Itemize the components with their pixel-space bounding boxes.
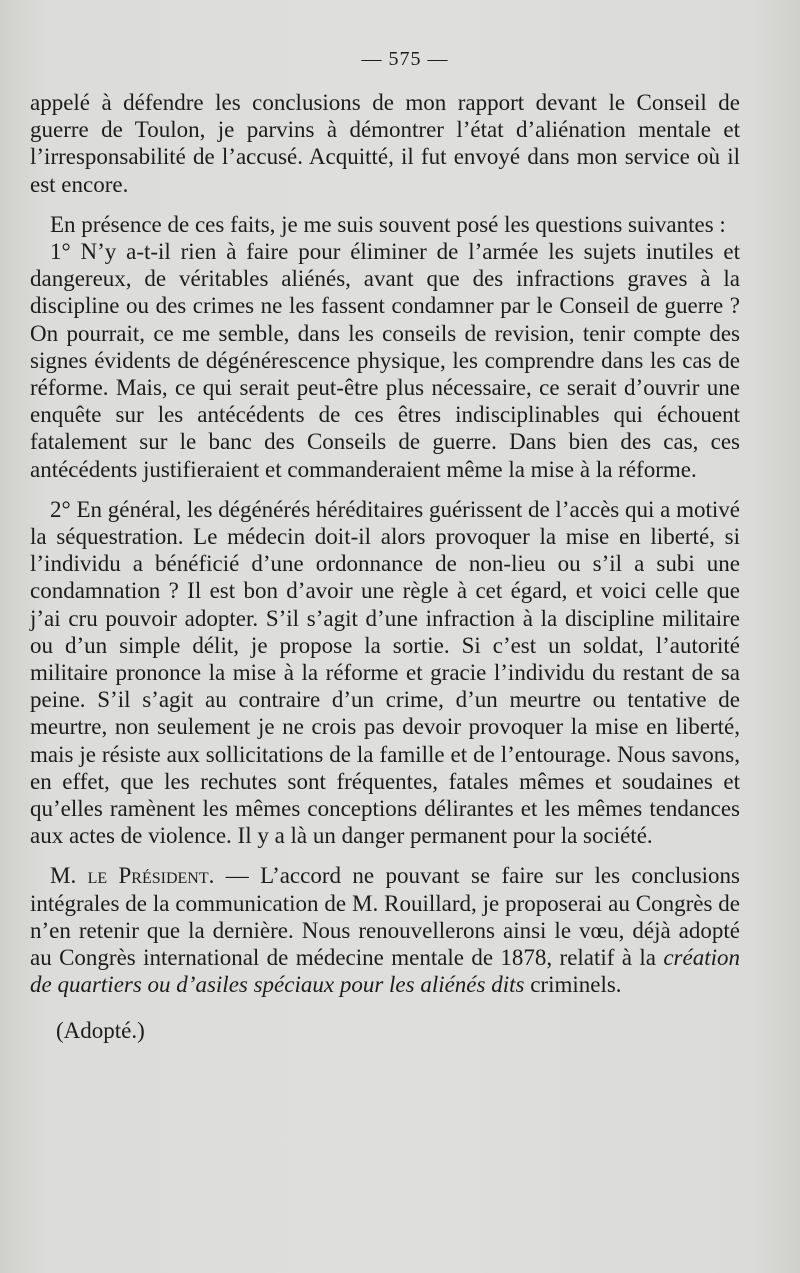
president-text-after: criminels. [524,972,622,998]
paragraph-continuation: appelé à défendre les conclusions de mon rapport devant le Conseil de guerre de Toulon, je parvins à démontrer l’état d’aliénation mentale et l’irresponsabilité de l’accusé. Acquitté, il fut envoyé dans mon service où il est encore. [30,90,740,197]
speaker-name: M. le Président. [50,863,215,889]
paragraph-question-1: 1° N’y a-t-il rien à faire pour éliminer de l’armée les sujets inutiles et dangereux, de véritables aliénés, avant que des infractions graves à la discipline ou des crimes ne les fassent condamner par le Conseil de guerre ? On pourrait, ce me semble, dans les conseils de revision, tenir compte des signes évidents de dégénérescence physique, les comprendre dans les cas de réforme. Mais, ce qui serait peut-être plus nécessaire, ce serait d’ouvrir une enquête sur les antécédents de ces êtres indisciplinables qui échouent fatalement sur le banc des Conseils de guerre. Dans bien des cas, ces antécédents justifieraient et commanderaient même la mise à la réforme. [30,239,740,482]
president-text-italic: création de quartiers ou d’asiles spéciaux pour les aliénés dits [30,945,740,998]
paragraph-president [30,862,740,998]
adopted-note: (Adopté.) [56,1017,145,1043]
paragraph-questions-intro: En présence de ces faits, je me suis souvent posé les questions suivantes : [50,211,726,237]
paragraph-question-2: 2° En général, les dégénérés héréditaires guérissent de l’accès qui a motivé la séquestration. Le médecin doit-il alors provoquer la mise en liberté, si l’individu a bénéficié d’une ordonnance de non-lieu ou s’il a subi une condamnation ? Il est bon d’avoir une règle à cet égard, et voici celle que j’ai cru pouvoir adopter. S’il s’agit d’une infraction à la discipline militaire ou d’un simple délit, je propose la sortie. Si c’est un soldat, l’autorité militaire prononce la mise à la réforme et gracie l’individu du restant de sa peine. S’il s’agit au contraire d’un crime, d’un meurtre ou tentative de meurtre, non seulement je ne crois pas devoir provoquer la mise en liberté, mais je résiste aux sollicitations de la famille et de l’entourage. Nous savons, en effet, que les rechutes sont fréquentes, fatales mêmes et soudaines et qu’elles ramènent les mêmes conceptions délirantes et les mêmes tendances aux actes de violence. Il y a là un danger permanent pour la société. [30,496,740,849]
page-number: — 575 — [361,48,449,70]
body-text [30,89,740,1044]
president-text-before: — L’accord ne pouvant se faire sur les conclusions intégrales de la communication de M. Rouillard, je proposerai au Congrès de n’en retenir que la dernière. Nous renouvellerons ainsi le vœu, déjà adopté au Congrès international de médecine mentale de 1878, relatif à la [30,863,740,971]
